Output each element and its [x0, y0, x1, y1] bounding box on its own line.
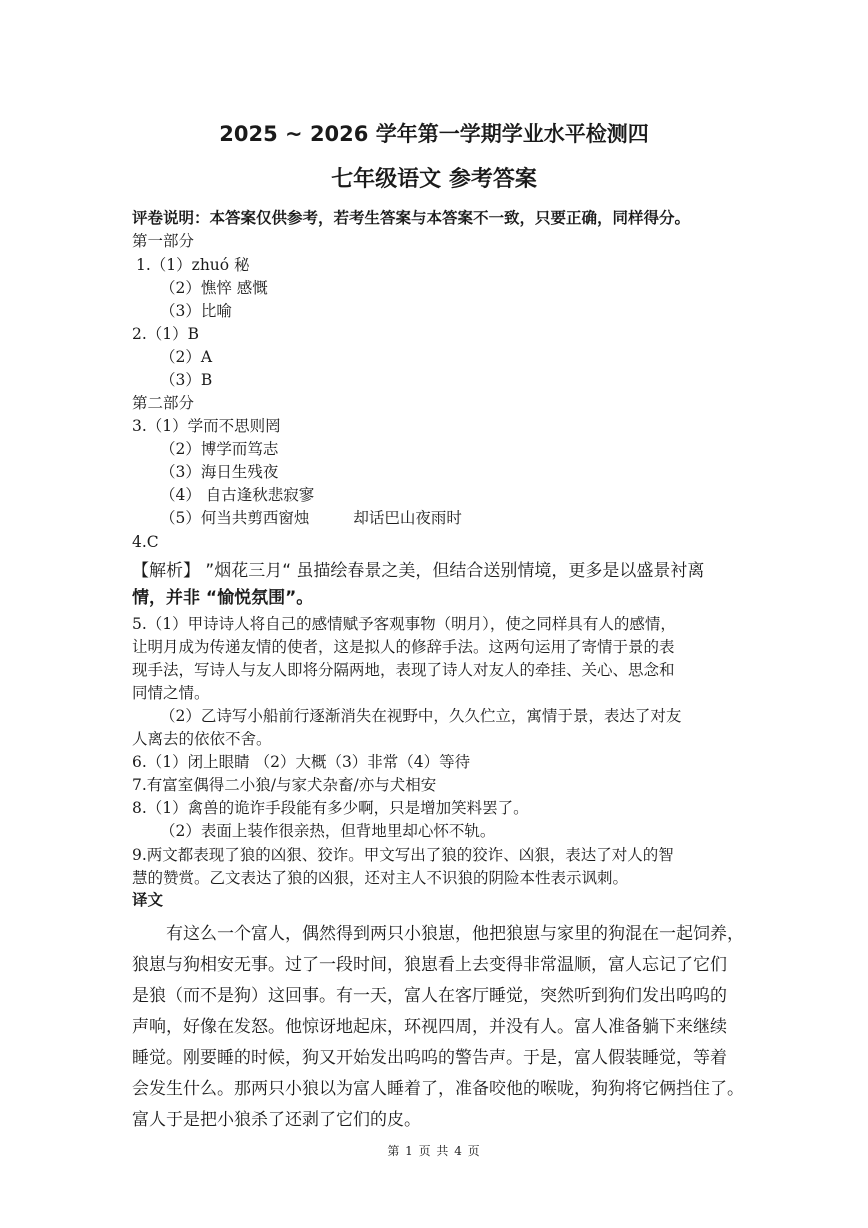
grading-note: 评卷说明：本答案仅供参考，若考生答案与本答案不一致，只要正确，同样得分。 — [132, 209, 691, 227]
q3-item5-line1: （5）何当共剪西窗烛 — [160, 509, 310, 527]
translation-line3: 是狼（而不是狗）这回事。有一天，富人在客厅睡觉，突然听到狗们发出呜呜的 — [132, 986, 727, 1006]
q8-item1: 8.（1）禽兽的诡诈手段能有多少啊，只是增加笑料罢了。 — [132, 799, 529, 817]
q3-item3: （3）海日生残夜 — [160, 463, 279, 481]
q3-item2: （2）博学而笃志 — [160, 440, 279, 458]
q9-line2: 慧的赞赏。乙文表达了狼的凶狠，还对主人不识狼的阴险本性表示讽刺。 — [132, 869, 629, 887]
q5-part1-line4: 同情之情。 — [132, 684, 210, 702]
document-subtitle: 七年级语文 参考答案 — [331, 167, 537, 192]
part1-heading: 第一部分 — [132, 232, 195, 250]
translation-line7: 富人于是把小狼杀了还剥了它们的皮。 — [132, 1110, 421, 1130]
translation-line6: 会发生什么。那两只小狼以为富人睡着了，准备咬他的喉咙，狗狗将它俩挡住了。 — [132, 1079, 744, 1099]
translation-line2: 狼崽与狗相安无事。过了一段时间，狼崽看上去变得非常温顺，富人忘记了它们 — [132, 955, 727, 975]
translation-line4: 声响，好像在发怒。他惊讶地起床，环视四周，并没有人。富人准备躺下来继续 — [132, 1017, 727, 1037]
q5-part2-line2: 人离去的依依不舍。 — [132, 730, 272, 748]
q2-item2: （2）A — [160, 348, 213, 366]
translation-heading: 译文 — [132, 891, 164, 909]
q3-item5 — [160, 507, 770, 529]
document-title: 2025 ~ 2026 学年第一学期学业水平检测四 — [219, 122, 649, 146]
page-number-footer: 第 1 页 共 4 页 — [387, 1144, 481, 1158]
q1-item1: 1.（1）zhuó 秘 — [136, 256, 250, 274]
q5-part1-line1: 5.（1）甲诗诗人将自己的感情赋予客观事物（明月），使之同样具有人的感情， — [132, 615, 676, 633]
q8-item2: （2）表面上装作很亲热，但背地里却心怀不轨。 — [160, 822, 496, 840]
q3-item4: （4） 自古逢秋悲寂寥 — [160, 486, 315, 504]
translation-line1: 有这么一个富人，偶然得到两只小狼崽，他把狼崽与家里的狗混在一起饲养， — [166, 924, 744, 944]
q1-item2: （2）憔悴 感慨 — [160, 279, 268, 297]
q2-item3: （3）B — [160, 371, 213, 389]
q5-part1-line3: 现手法，写诗人与友人即将分隔两地，表现了诗人对友人的牵挂、关心、思念和 — [132, 661, 675, 679]
q5-part1-line2: 让明月成为传递友情的使者，这是拟人的修辞手法。这两句运用了寄情于景的表 — [132, 638, 675, 656]
q3-item5-line2: 却话巴山夜雨时 — [353, 509, 462, 527]
q4-analysis-line2: 情，并非 “愉悦氛围”。 — [132, 588, 314, 608]
q4-answer: 4.C — [132, 533, 159, 551]
q1-item3: （3）比喻 — [160, 302, 232, 320]
q6-answer: 6.（1）闭上眼睛 （2）大概（3）非常（4）等待 — [132, 753, 471, 771]
part2-heading: 第二部分 — [132, 394, 195, 412]
q5-part2-line1: （2）乙诗写小船前行逐渐消失在视野中，久久伫立，寓情于景，表达了对友 — [160, 707, 682, 725]
q4-analysis-line1: 【解析】 ”烟花三月“ 虽描绘春景之美，但结合送别情境，更多是以盛景衬离 — [132, 561, 705, 581]
q2-item1: 2.（1）B — [132, 325, 200, 343]
q7-answer: 7.有富室偶得二小狼/与家犬杂畜/亦与犬相安 — [132, 776, 437, 794]
q3-item1: 3.（1）学而不思则罔 — [132, 417, 281, 435]
q9-line1: 9.两文都表现了狼的凶狠、狡诈。甲文写出了狼的狡诈、凶狠，表达了对人的智 — [132, 846, 674, 864]
translation-line5: 睡觉。刚要睡的时候，狗又开始发出呜呜的警告声。于是，富人假装睡觉，等着 — [132, 1048, 727, 1068]
